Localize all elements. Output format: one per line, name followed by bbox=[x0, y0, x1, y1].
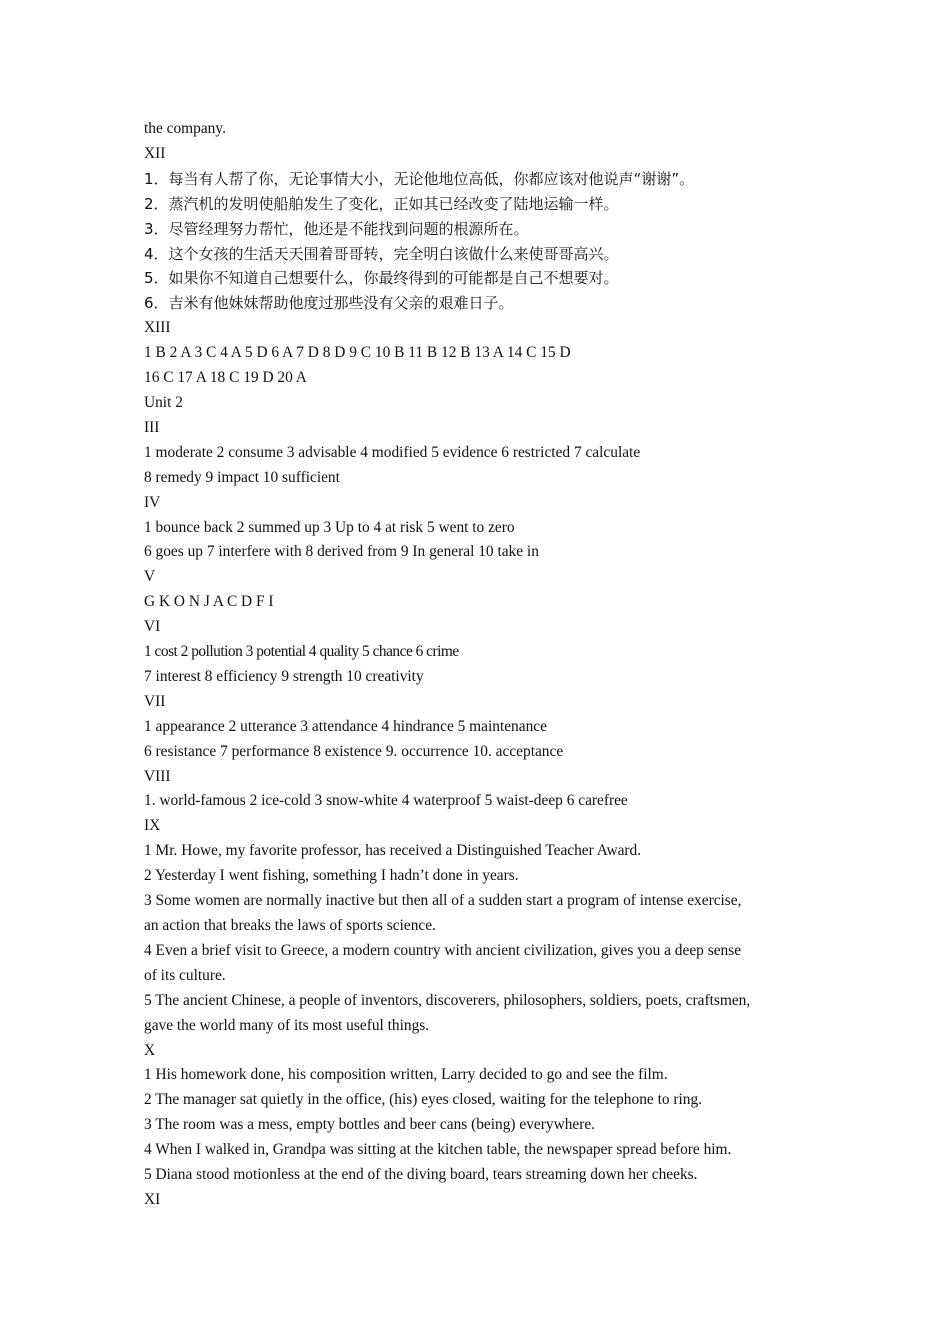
text-line: the company. bbox=[144, 120, 226, 137]
section-heading-xi: XI bbox=[144, 1190, 161, 1208]
answer-line: 1 bounce back 2 summed up 3 Up to 4 at risk 5 went to zero bbox=[144, 518, 515, 536]
answer-line: 1. world-famous 2 ice-cold 3 snow-white 4 waterproof 5 waist-deep 6 carefree bbox=[144, 792, 628, 810]
sentence-line: gave the world many of its most useful things. bbox=[144, 1016, 430, 1034]
translation-line: 2．蒸汽机的发明使船舶发生了变化，正如其已经改变了陆地运输一样。 bbox=[144, 194, 619, 213]
section-heading-iii: III bbox=[144, 418, 160, 436]
translation-line: 1．每当有人帮了你，无论事情大小，无论他地位高低，你都应该对他说声“谢谢”。 bbox=[144, 169, 695, 188]
translation-line: 6．吉米有他妹妹帮助他度过那些没有父亲的艰难日子。 bbox=[144, 294, 514, 313]
translation-line: 4．这个女孩的生活天天围着哥哥转，完全明白该做什么来使哥哥高兴。 bbox=[144, 244, 619, 263]
section-heading-vii: VII bbox=[144, 692, 166, 710]
section-heading-x: X bbox=[144, 1041, 156, 1059]
sentence-line: 1 Mr. Howe, my favorite professor, has received a Distinguished Teacher Award. bbox=[144, 842, 642, 860]
sentence-line: 1 His homework done, his composition written, Larry decided to go and see the film. bbox=[144, 1066, 668, 1084]
sentence-line: of its culture. bbox=[144, 966, 226, 984]
answer-line: 1 moderate 2 consume 3 advisable 4 modified 5 evidence 6 restricted 7 calculate bbox=[144, 443, 641, 461]
section-heading-vi: VI bbox=[144, 618, 161, 636]
sentence-line: an action that breaks the laws of sports science. bbox=[144, 917, 436, 934]
answer-line: G K O N J A C D F I bbox=[144, 593, 274, 611]
section-heading-v: V bbox=[144, 568, 156, 586]
section-heading-iv: IV bbox=[144, 493, 161, 511]
document-body bbox=[144, 117, 824, 1213]
section-heading-viii: VIII bbox=[144, 767, 171, 785]
sentence-line: 2 Yesterday I went fishing, something I hadn’t done in years. bbox=[144, 867, 519, 885]
sentence-line: 3 Some women are normally inactive but then all of a sudden start a program of intense exercise, bbox=[144, 892, 742, 910]
sentence-line: 4 Even a brief visit to Greece, a modern country with ancient civilization, gives you a deep sense bbox=[144, 941, 742, 959]
answer-line: 1 appearance 2 utterance 3 attendance 4 hindrance 5 maintenance bbox=[144, 717, 547, 735]
answer-line: 6 goes up 7 interfere with 8 derived from 9 In general 10 take in bbox=[144, 543, 539, 561]
unit-heading: Unit 2 bbox=[144, 393, 183, 411]
translation-line: 5．如果你不知道自己想要什么，你最终得到的可能都是自己不想要对。 bbox=[144, 269, 619, 288]
answer-line: 8 remedy 9 impact 10 sufficient bbox=[144, 468, 340, 486]
section-heading-ix: IX bbox=[144, 817, 161, 835]
sentence-line: 5 Diana stood motionless at the end of the diving board, tears streaming down her cheeks. bbox=[144, 1166, 698, 1184]
sentence-line: 2 The manager sat quietly in the office, (his) eyes closed, waiting for the telephone to ring. bbox=[144, 1091, 703, 1109]
answer-line: 1 B 2 A 3 C 4 A 5 D 6 A 7 D 8 D 9 C 10 B 11 B 12 B 13 A 14 C 15 D bbox=[144, 344, 571, 362]
answer-line: 7 interest 8 efficiency 9 strength 10 creativity bbox=[144, 667, 424, 685]
sentence-line: 3 The room was a mess, empty bottles and beer cans (being) everywhere. bbox=[144, 1116, 596, 1134]
answer-line: 6 resistance 7 performance 8 existence 9. occurrence 10. acceptance bbox=[144, 742, 564, 760]
sentence-line: 4 When I walked in, Grandpa was sitting at the kitchen table, the newspaper spread before him. bbox=[144, 1141, 732, 1159]
section-heading-xii: XII bbox=[144, 144, 166, 162]
sentence-line: 5 The ancient Chinese, a people of inventors, discoverers, philosophers, soldiers, poets, craftsmen, bbox=[144, 991, 751, 1009]
answer-line: 16 C 17 A 18 C 19 D 20 A bbox=[144, 369, 307, 387]
answer-line: 1 cost 2 pollution 3 potential 4 quality 5 chance 6 crime bbox=[144, 643, 459, 661]
translation-line: 3．尽管经理努力帮忙，他还是不能找到问题的根源所在。 bbox=[144, 219, 529, 238]
section-heading-xiii: XIII bbox=[144, 319, 171, 337]
